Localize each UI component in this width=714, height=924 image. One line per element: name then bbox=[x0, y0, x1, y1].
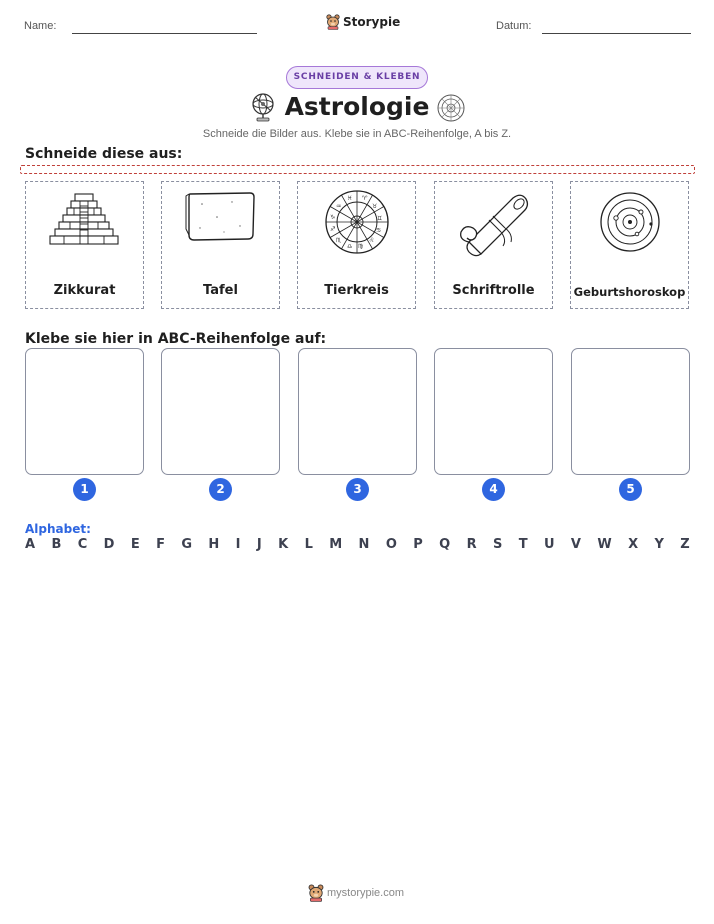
name-label: Name: bbox=[24, 20, 57, 32]
svg-text:♈: ♈ bbox=[362, 195, 368, 202]
card-label: Schriftrolle bbox=[452, 283, 535, 298]
alphabet-letter: M bbox=[329, 537, 343, 552]
alphabet-letter: R bbox=[466, 537, 477, 552]
date-line[interactable] bbox=[542, 33, 691, 34]
instructions: Schneide die Bilder aus. Klebe sie in ABC-Reihenfolge, A bis Z. bbox=[202, 128, 512, 140]
date-label: Datum: bbox=[496, 20, 532, 32]
paste-heading: Klebe sie hier in ABC-Reihenfolge auf: bbox=[25, 331, 327, 347]
alphabet-letter: Q bbox=[439, 537, 451, 552]
svg-text:♎: ♎ bbox=[347, 243, 353, 250]
alphabet-letter: S bbox=[492, 537, 503, 552]
svg-text:♊: ♊ bbox=[377, 215, 383, 222]
cut-card-schriftrolle[interactable] bbox=[434, 181, 553, 309]
card-label: Geburtshoroskop bbox=[573, 285, 686, 299]
cut-card-geburtshoroskop[interactable] bbox=[570, 181, 689, 309]
alphabet-letter: T bbox=[518, 537, 528, 552]
alphabet-letter: N bbox=[358, 537, 370, 552]
alphabet-label: Alphabet: bbox=[25, 522, 91, 536]
name-line[interactable] bbox=[72, 33, 257, 34]
alphabet-letter: K bbox=[278, 537, 289, 552]
alphabet-letter: L bbox=[304, 537, 313, 552]
footer bbox=[308, 884, 404, 902]
alphabet-letter: I bbox=[235, 537, 241, 552]
alphabet-letter: A bbox=[25, 537, 36, 552]
paste-slot-1[interactable] bbox=[25, 348, 144, 475]
alphabet-letter: C bbox=[77, 537, 88, 552]
alphabet-letter: P bbox=[413, 537, 423, 552]
paste-slot-3[interactable] bbox=[298, 348, 417, 475]
tablet-icon bbox=[162, 182, 281, 282]
bear-mascot-icon bbox=[308, 884, 324, 902]
svg-text:♒: ♒ bbox=[336, 203, 342, 210]
alphabet-letter: G bbox=[181, 537, 193, 552]
slot-number-4: 4 bbox=[482, 478, 505, 501]
birth-chart-icon bbox=[571, 182, 690, 282]
card-label: Tafel bbox=[203, 283, 238, 298]
svg-text:♓: ♓ bbox=[347, 195, 353, 202]
cut-card-tierkreis[interactable] bbox=[297, 181, 416, 309]
astrology-chart-icon bbox=[437, 94, 465, 126]
footer-url[interactable]: mystorypie.com bbox=[327, 887, 405, 899]
svg-text:♐: ♐ bbox=[330, 226, 336, 233]
slot-number-1: 1 bbox=[73, 478, 96, 501]
svg-text:♉: ♉ bbox=[372, 203, 378, 210]
svg-text:♌: ♌ bbox=[369, 237, 375, 244]
paste-slot-4[interactable] bbox=[434, 348, 553, 475]
slot-number-2: 2 bbox=[209, 478, 232, 501]
zodiac-wheel-icon bbox=[298, 182, 417, 282]
brand-logo bbox=[326, 14, 400, 30]
paste-slot-2[interactable] bbox=[161, 348, 280, 475]
cut-card-zikkurat[interactable] bbox=[25, 181, 144, 309]
activity-tag: SCHNEIDEN & KLEBEN bbox=[286, 66, 428, 89]
brand-name: Storypie bbox=[343, 15, 401, 29]
alphabet-letter: U bbox=[543, 537, 555, 552]
svg-text:♏: ♏ bbox=[336, 237, 342, 244]
cut-line bbox=[20, 165, 695, 174]
alphabet-letter: B bbox=[51, 537, 62, 552]
card-label: Tierkreis bbox=[324, 283, 389, 298]
alphabet-letter: E bbox=[130, 537, 140, 552]
alphabet-letter: J bbox=[256, 537, 262, 552]
alphabet-letter: F bbox=[156, 537, 165, 552]
paste-slot-5[interactable] bbox=[571, 348, 690, 475]
alphabet-letter: D bbox=[103, 537, 115, 552]
alphabet-letter: X bbox=[628, 537, 639, 552]
scroll-icon bbox=[435, 182, 554, 282]
alphabet-letter: O bbox=[385, 537, 397, 552]
slot-number-5: 5 bbox=[619, 478, 642, 501]
cut-heading: Schneide diese aus: bbox=[25, 146, 183, 162]
alphabet-letter: W bbox=[597, 537, 612, 552]
alphabet-letter: H bbox=[208, 537, 220, 552]
alphabet-letter: Z bbox=[680, 537, 690, 552]
page-title: Astrologie bbox=[284, 92, 430, 121]
alphabet-row bbox=[25, 537, 690, 552]
cut-card-tafel[interactable] bbox=[161, 181, 280, 309]
ziggurat-icon bbox=[26, 182, 145, 282]
svg-text:♑: ♑ bbox=[330, 214, 336, 221]
svg-text:♍: ♍ bbox=[358, 243, 364, 250]
alphabet-letter: V bbox=[570, 537, 581, 552]
slot-number-3: 3 bbox=[346, 478, 369, 501]
svg-text:♋: ♋ bbox=[376, 227, 382, 234]
alphabet-letter: Y bbox=[654, 537, 664, 552]
card-label: Zikkurat bbox=[53, 283, 116, 298]
bear-mascot-icon bbox=[326, 14, 340, 30]
